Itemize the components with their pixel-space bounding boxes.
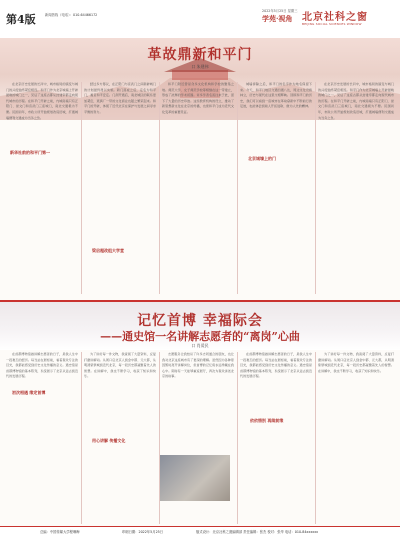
article1-paragraph: 城墙拆除之后，和平门的名字作为地名保留下来。今天，和平门地区交通四通八达，周边文化设施林立，历史与现代在这里交相辉映。回顾和平门的历史，我们可以看到一座城市在革故鼎新中不断前行的足迹，也能体会到前人开拓进取、敢为人先的精神。 — [240, 82, 312, 109]
article1-byline: 口 朱建伟 — [191, 64, 209, 69]
brand-title: 北京社科之窗 — [302, 12, 368, 23]
column-rule — [237, 352, 238, 524]
article2-paragraph: 志愿服务让我结识了许多志同道合的朋友，也让我对北京这座城市有了更深的理解。虽然因为各种原因暂时离开讲解岗位，但首博的记忆将永远珍藏在我心中。期待有一天能够重返展厅，再次为观众讲述北京的故事。 — [162, 352, 234, 379]
article1-paragraph: 在北京历史发展的长河中，城市格局的演变与城门的兴废始终紧密相连。和平门作为北京城墙上开辟最晚的城门之一，见证了这座古都从封建帝都走向现代城市的历程。在和平门开辟之前，内城南墙只有正阳门、崇文门和宣武门三座城门，南北交通极为不便。民国初年，市政公所开始规划改造旧城，打通城墙便利交通成为当务之急。 — [6, 82, 78, 120]
date-line: 2022年5月25日 星期三 — [262, 9, 298, 13]
page-header — [0, 0, 400, 39]
article1-column-2 — [84, 82, 156, 292]
section-name: 学苑·视角 — [262, 14, 293, 23]
edition-label: 第4版 — [6, 13, 36, 26]
article1-title: 革故鼎新和平门 — [147, 47, 253, 63]
article1-column-1 — [6, 82, 78, 292]
article1-paragraph: 经过多方筹议，在正阳门与宣武门之间新辟城门的计划最终得以实施。新门落成之后，定名为和平门，寓意和平安定。门洞开通后，南北城区的联系更加紧密，琉璃厂一带的文化商业也随之繁荣起来。和平门的开辟，体现了近代北京在保护与发展之间寻求平衡的努力。 — [84, 82, 156, 114]
footer-mid: 印刷日期：2022年5月25日 — [122, 530, 164, 534]
article2-column-1 — [6, 352, 78, 522]
footer-right: 版式设计：北京社科之窗编辑部 责任编辑：张杰 校对：张华 电话：010-84xxxxxx — [196, 530, 319, 534]
tel-line: 新闻热线（电话）：010-64466172 — [45, 13, 98, 17]
column-rule — [159, 82, 160, 294]
article1-paragraph: 和平门附近曾是众多文化机构和学校的聚集之地。师范大学、女子师范学校等相继在这一带建立，形成了浓厚的学术氛围。许多学者名流往来于此，留下了大量的历史印迹。这些教育机构的设立，推动了新思想新文化在北京的传播，也使和平门成为近代文化变革的重要见证。 — [162, 82, 234, 114]
column-rule — [81, 82, 82, 294]
article2-subhead-2: 用心讲解 传播文化 — [92, 438, 126, 443]
article2-paragraph: 为了讲好每一件文物，我查阅了大量资料，反复打磨讲解词。从周口店北京人到金中都、元大都，从明清紫禁城到近代北京，每一段历史都凝聚着先人的智慧。在讲解中，我也不断学习，收获了知识和快乐。 — [318, 352, 394, 373]
column-rule — [315, 352, 316, 524]
article2-photo — [160, 455, 230, 501]
article1-paragraph: 在北京历史发展的长河中，城市格局的演变与城门的兴废始终紧密相连。和平门作为北京城墙上开辟最晚的城门之一，见证了这座古都从封建帝都走向现代城市的历程。在和平门开辟之前，内城南墙只有正阳门、崇文门和宣武门三座城门，南北交通极为不便。民国初年，市政公所开始规划改造旧城，打通城墙便利交通成为当务之急。 — [318, 82, 394, 120]
article2-title: 记忆首博 幸福际会 — [137, 313, 263, 329]
column-rule — [237, 82, 238, 294]
article1-subhead-2: 梁启超改组大学堂 — [92, 248, 124, 253]
article2-paragraph: 在首都博物馆做讲解志愿者的日子，是我人生中一段难忘的经历。每当站在展柜前，看着观众专注的目光，我都能感受到历史文化传播的意义。通史馆是首都博物馆的基本陈列，系统展示了北京从远古到近代的发展历程。 — [6, 352, 78, 379]
article2-subhead-1: 初次相遇 缘定首博 — [12, 390, 46, 395]
article2-column-5 — [318, 352, 394, 522]
article2-byline: 口 肖爱民 — [191, 343, 209, 348]
footer-left: 总编：中国传媒大学程琳梅 — [40, 530, 80, 534]
article2-column-2 — [84, 352, 156, 522]
column-rule — [81, 352, 82, 524]
article2-subhead-3: 依依惜别 再续前缘 — [250, 418, 284, 423]
article1-column-4 — [240, 82, 312, 292]
page-footer — [0, 526, 400, 535]
article1-column-3 — [162, 82, 234, 292]
article1-subhead-3: 北京城墙上的门 — [248, 156, 276, 161]
article1-subhead-1: 新华社前的和平门第一 — [10, 150, 50, 155]
article2-column-4 — [240, 352, 312, 522]
column-rule — [315, 82, 316, 294]
article2-paragraph: 为了讲好每一件文物，我查阅了大量资料，反复打磨讲解词。从周口店北京人到金中都、元大都，从明清紫禁城到近代北京，每一段历史都凝聚着先人的智慧。在讲解中，我也不断学习，收获了知识和快乐。 — [84, 352, 156, 379]
brand-subtitle: BEIJING SOCIAL SCIENCES WINDOW — [302, 22, 362, 26]
article2-paragraph: 在首都博物馆做讲解志愿者的日子，是我人生中一段难忘的经历。每当站在展柜前，看着观众专注的目光，我都能感受到历史文化传播的意义。通史馆是首都博物馆的基本陈列，系统展示了北京从远古到近代的发展历程。 — [240, 352, 312, 379]
article2-subtitle: ——通史馆一名讲解志愿者的“离岗”心曲 — [100, 330, 300, 343]
article1-column-5 — [318, 82, 394, 292]
article2-column-3 — [162, 352, 234, 452]
